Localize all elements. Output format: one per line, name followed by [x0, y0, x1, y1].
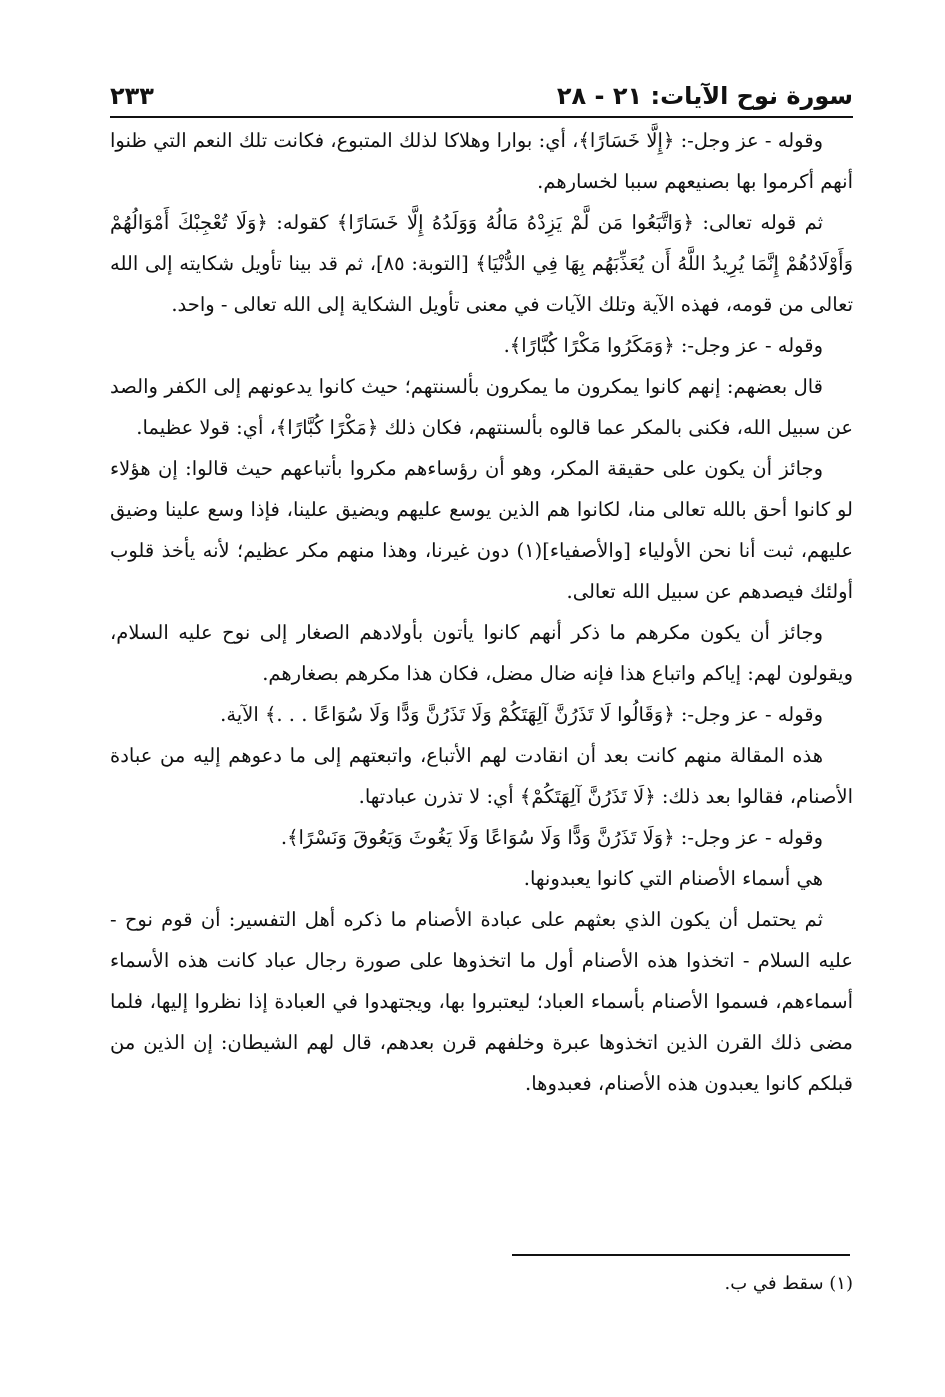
paragraph: ثم يحتمل أن يكون الذي بعثهم على عبادة الأصنام ما ذكره أهل التفسير: أن قوم نوح - عليه السلام - اتخذوا هذه الأصنام أول ما اتخذوها على صورة رجال عباد كانت هذه الأسماء أسماءهم، فسموا الأصنام بأسماء العباد؛ ليعتبروا بها، ويجتهدوا في العبادة إذا نظروا إليها، فلما مضى ذلك القرن الذين اتخذوها عبرة وخلفهم قرن بعدهم، قال لهم الشيطان: إن الذين من قبلكم كانوا يعبدون هذه الأصنام، فعبدوها.	[110, 908, 853, 1095]
paragraph: وجائز أن يكون على حقيقة المكر، وهو أن رؤساءهم مكروا بأتباعهم حيث قالوا: إن هؤلاء لو كانوا أحق بالله تعالى منا، لكانوا هم الذين يوسع عليهم ويضيق علينا، فإذا وسع علينا وضيق عليهم، ثبت أنا نحن الأولياء [والأصفياء](١) دون غيرنا، وهذا منهم مكر عظيم؛ لأنه يأخذ قلوب أولئك فيصدهم عن سبيل الله تعالى.	[110, 457, 853, 603]
paragraph: وقوله - عز وجل-: ﴿وَقَالُوا لَا تَذَرُنَّ آلِهَتَكُمْ وَلَا تَذَرُنَّ وَدًّا وَلَا سُوَاعًا . . .﴾ الآية.	[220, 703, 823, 726]
page-number: ٢٣٣	[110, 82, 154, 110]
footnote: (١) سقط في ب.	[724, 1273, 853, 1294]
paragraph: هي أسماء الأصنام التي كانوا يعبدونها.	[523, 867, 823, 890]
paragraph: وقوله - عز وجل-: ﴿وَمَكَرُوا مَكْرًا كُبَّارًا﴾.	[503, 334, 823, 357]
running-title: سورة نوح الآيات: ٢١ - ٢٨	[556, 82, 853, 110]
paragraph: هذه المقالة منهم كانت بعد أن انقادت لهم الأتباع، واتبعتهم إلى ما دعوهم إليه من عبادة الأصنام، فقالوا بعد ذلك: ﴿لَا تَذَرُنَّ آلِهَتَكُمْ﴾ أي: لا تذرن عبادتها.	[110, 744, 853, 808]
main-text	[110, 120, 853, 1104]
paragraph: قال بعضهم: إنهم كانوا يمكرون ما يمكرون بألسنتهم؛ حيث كانوا يدعونهم إلى الكفر والصد عن سبيل الله، فكنى بالمكر عما قالوه بألسنتهم، فكان ذلك ﴿مَكْرًا كُبَّارًا﴾، أي: قولا عظيما.	[110, 375, 853, 439]
footnote-divider	[512, 1254, 850, 1256]
paragraph: وقوله - عز وجل-: ﴿إِلَّا خَسَارًا﴾، أي: بوارا وهلاكا لذلك المتبوع، فكانت تلك النعم التي ظنوا أنهم أكرموا بها بصنيعهم سببا لخسارهم.	[110, 129, 853, 193]
paragraph: ثم قوله تعالى: ﴿وَاتَّبَعُوا مَن لَّمْ يَزِدْهُ مَالُهُ وَوَلَدُهُ إِلَّا خَسَارًا﴾ كقوله: ﴿وَلَا تُعْجِبْكَ أَمْوَالُهُمْ وَأَوْلَادُهُمْ إِنَّمَا يُرِيدُ اللَّهُ أَن يُعَذِّبَهُم بِهَا فِي الدُّنْيَا﴾ [التوبة: ٨٥]، ثم قد بينا تأويل شكايته إلى الله تعالى من قومه، فهذه الآية وتلك الآيات في معنى تأويل الشكاية إلى الله تعالى - واحد.	[110, 211, 853, 316]
paragraph: وجائز أن يكون مكرهم ما ذكر أنهم كانوا يأتون بأولادهم الصغار إلى نوح عليه السلام، ويقولون لهم: إياكم واتباع هذا فإنه ضال مضل، فكان هذا مكرهم بصغارهم.	[110, 621, 853, 685]
page-header	[110, 60, 853, 118]
paragraph: وقوله - عز وجل-: ﴿وَلَا تَذَرُنَّ وَدًّا وَلَا سُوَاعًا وَلَا يَغُوثَ وَيَعُوقَ وَنَسْرًا﴾.	[280, 826, 823, 849]
